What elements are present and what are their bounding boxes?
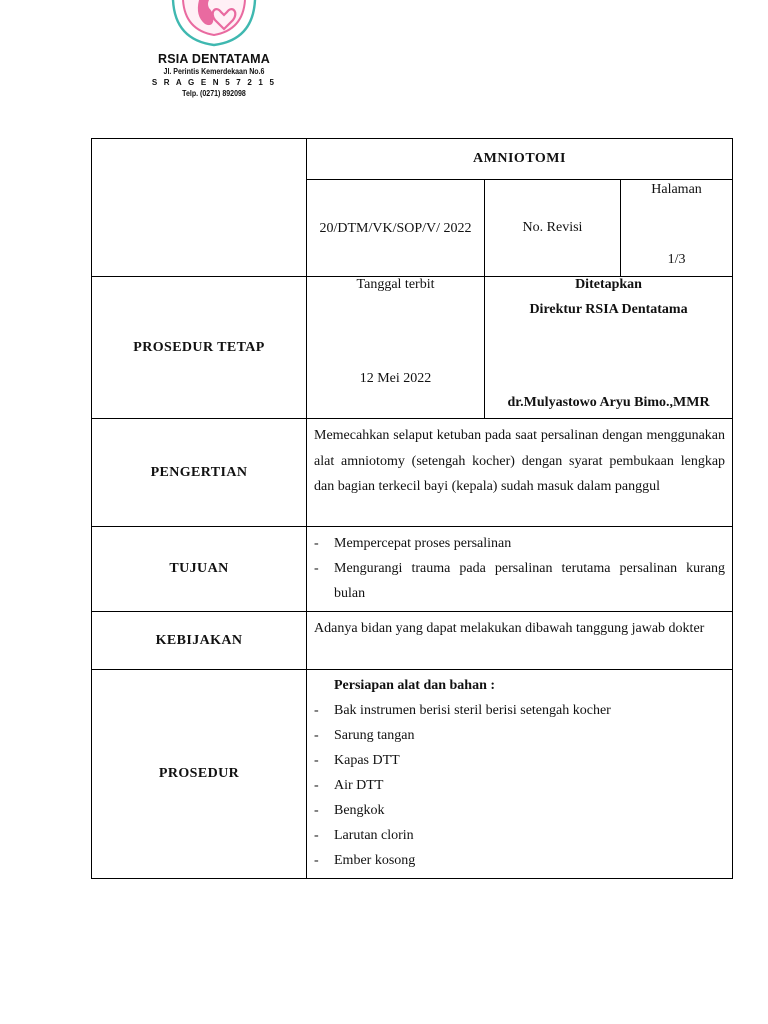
kebijakan-text: Adanya bidan yang dapat melakukan dibawah tanggung jawab dokter [307,612,733,670]
hospital-address: Jl. Perintis Kemerdekaan No.6 [163,67,265,76]
prosedur-cell [307,670,733,879]
hospital-letterhead [150,0,278,99]
logo-cell [92,139,307,277]
tujuan-cell [307,527,733,612]
revision-label: No. Revisi [485,180,621,277]
list-item: - Ember kosong [314,853,416,868]
issue-cell [307,277,485,419]
approver-title: Direktur RSIA Dentatama [529,302,688,317]
list-item: - Air DTT [314,778,384,793]
approval-cell [485,277,733,419]
approval-label: Ditetapkan [575,277,642,292]
hospital-city: S R A G E N 5 7 2 1 5 [151,78,277,87]
pengertian-label: PENGERTIAN [92,419,307,527]
hospital-phone: Telp. (0271) 892098 [182,89,246,98]
page-cell [621,180,733,277]
tujuan-label: TUJUAN [92,527,307,612]
page-label: Halaman [651,182,702,197]
procedure-label: PROSEDUR TETAP [92,277,307,419]
issue-date: 12 Mei 2022 [359,371,432,386]
document-number: 20/DTM/VK/SOP/V/ 2022 [307,180,485,277]
prosedur-heading: Persiapan alat dan bahan : [334,678,496,693]
list-item: - Sarung tangan [314,728,415,743]
tujuan-list [307,531,725,606]
list-item: - Mempercepat proses persalinan [314,536,512,551]
page-value: 1/3 [667,252,686,267]
list-item: - Kapas DTT [314,753,400,768]
hospital-logo-icon [169,0,259,48]
issue-label: Tanggal terbit [356,277,435,292]
prosedur-label: PROSEDUR [92,670,307,879]
hospital-name: RSIA DENTATAMA [157,52,271,66]
list-item: - Larutan clorin [314,828,414,843]
kebijakan-label: KEBIJAKAN [92,612,307,670]
approver-name: dr.Mulyastowo Aryu Bimo.,MMR [507,395,710,410]
list-item: - Bak instrumen berisi steril berisi setengah kocher [314,703,611,718]
pengertian-text: Memecahkan selaput ketuban pada saat persalinan dengan menggunakan alat amniotomy (setengah kocher) dengan syarat pembukaan lengkap dan bagian terkecil bayi (kepala) sudah masuk dalam panggul [307,419,733,527]
sop-table [91,138,733,879]
list-item: - Mengurangi trauma pada persalinan terutama persalinan kurang bulan [314,561,726,601]
list-item: - Bengkok [314,803,385,818]
prosedur-list [307,698,725,873]
document-title: AMNIOTOMI [307,139,733,180]
